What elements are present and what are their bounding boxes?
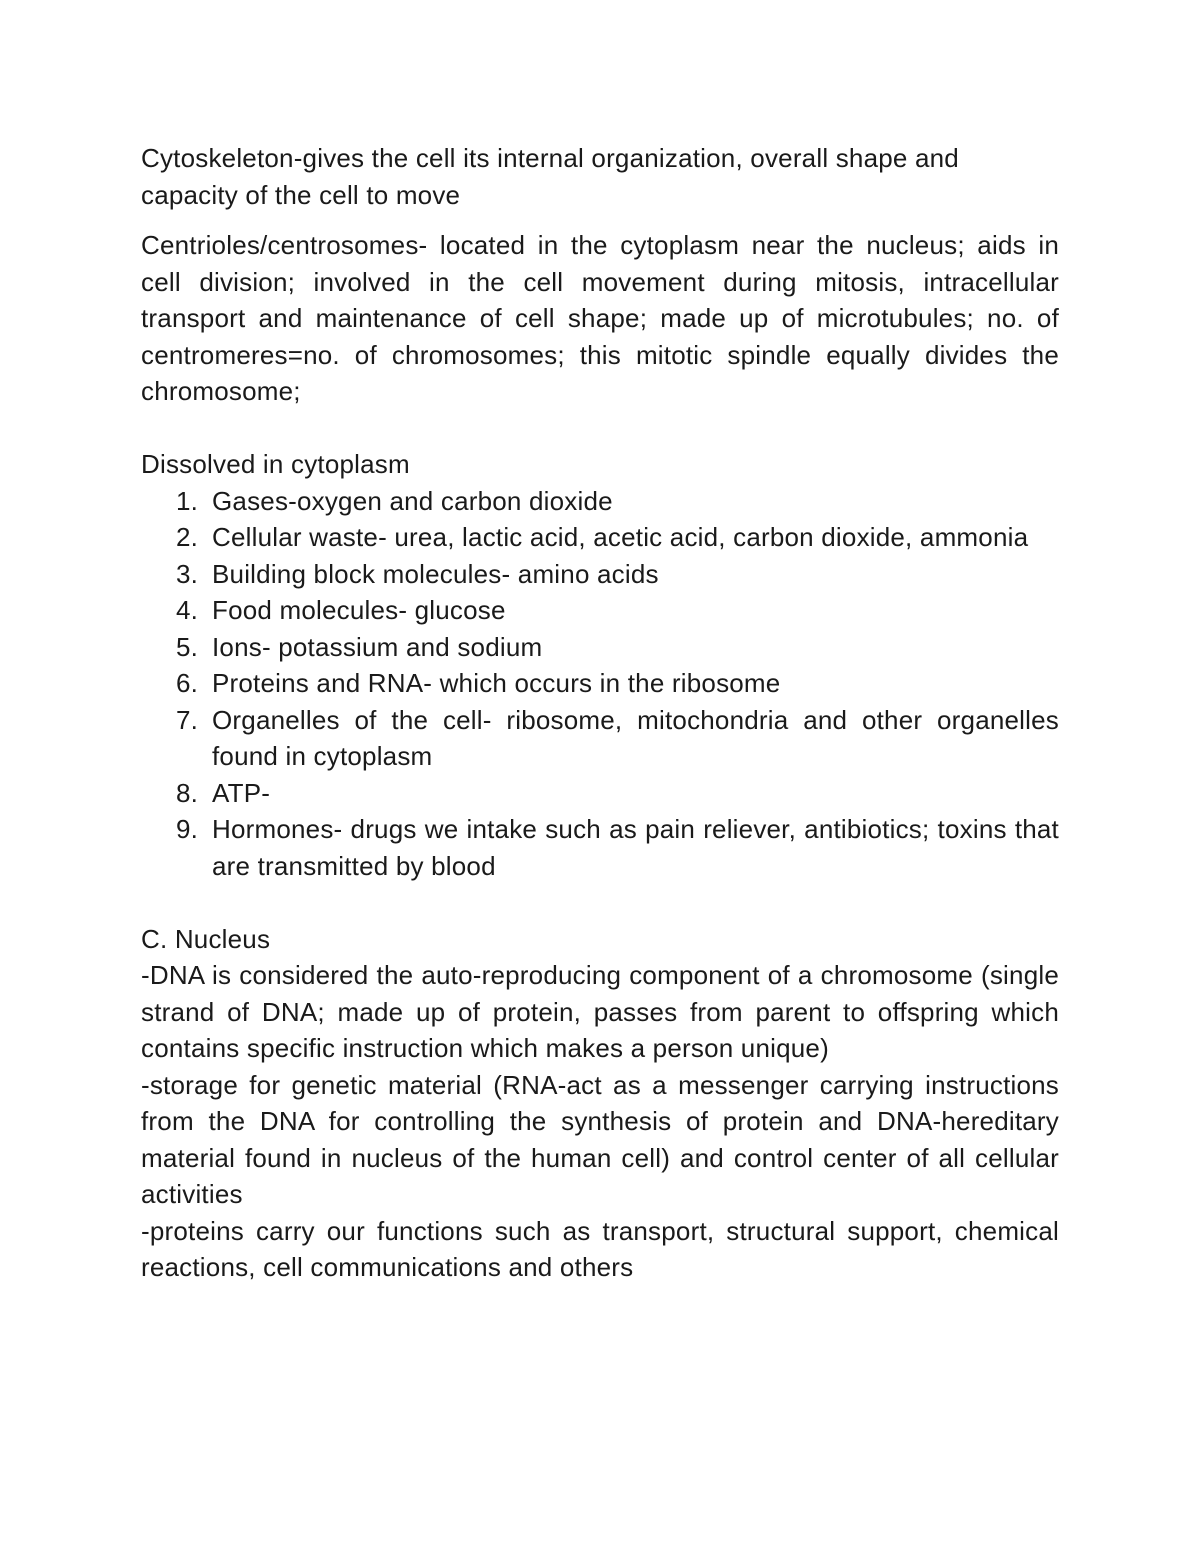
list-number: 3.: [176, 558, 199, 589]
nucleus-line-storage: -storage for genetic material (RNA-act as a messenger carrying instructions from the DNA for controlling the synthesis of protein and DNA-hereditary material found in nucleus of the human cell) and control center of all cellular activities: [141, 1069, 1059, 1209]
list-item-text: ATP-: [212, 777, 271, 808]
list-item-text: Gases-oxygen and carbon dioxide: [212, 485, 613, 516]
dissolved-list: [141, 483, 1059, 885]
list-item: [141, 629, 1059, 666]
list-item: [141, 811, 1059, 884]
nucleus-line-proteins: -proteins carry our functions such as transport, structural support, chemical reactions, cell communications and others: [141, 1215, 1059, 1282]
list-number: 7.: [176, 704, 199, 735]
list-item: [141, 775, 1059, 812]
list-item-text: Ions- potassium and sodium: [212, 631, 543, 662]
list-item: [141, 483, 1059, 520]
nucleus-heading: C. Nucleus: [141, 923, 271, 954]
list-item-text: Cellular waste- urea, lactic acid, acetic acid, carbon dioxide, ammonia: [212, 522, 1029, 552]
list-item: [141, 592, 1059, 629]
list-item-text: Building block molecules- amino acids: [212, 558, 659, 589]
dissolved-heading: Dissolved in cytoplasm: [141, 449, 410, 479]
list-item-text: Food molecules- glucose: [212, 595, 506, 625]
spacer: [141, 884, 1059, 921]
list-item-text: Hormones- drugs we intake such as pain reliever, antibiotics; toxins that are transmitted by blood: [212, 814, 1059, 881]
nucleus-line-dna: -DNA is considered the auto-reproducing component of a chromosome (single strand of DNA; made up of protein, passes from parent to offspring which contains specific instruction which makes a person unique): [141, 960, 1059, 1063]
list-item: [141, 665, 1059, 702]
document-page: [141, 140, 1059, 1286]
list-number: 2.: [176, 522, 199, 552]
list-number: 5.: [176, 631, 199, 662]
list-item: [141, 702, 1059, 775]
list-number: 8.: [176, 777, 199, 808]
list-item-text: Organelles of the cell- ribosome, mitochondria and other organelles found in cytoplasm: [212, 704, 1059, 771]
list-number: 6.: [176, 668, 199, 698]
list-number: 1.: [176, 485, 199, 516]
list-number: 9.: [176, 814, 199, 844]
list-number: 4.: [176, 595, 199, 625]
centrioles-paragraph: Centrioles/centrosomes- located in the cytoplasm near the nucleus; aids in cell division; involved in the cell movement during mitosis, intracellular transport and maintenance of cell shape; made up of microtubules; no. of centromeres=no. of chromosomes; this mitotic spindle equally divides the chromosome;: [141, 230, 1059, 406]
list-item: [141, 519, 1059, 556]
list-item-text: Proteins and RNA- which occurs in the ribosome: [212, 668, 781, 698]
spacer: [141, 213, 1059, 227]
spacer: [141, 410, 1059, 447]
list-item: [141, 556, 1059, 593]
cytoskeleton-paragraph: Cytoskeleton-gives the cell its internal organization, overall shape and capacity of the cell to move: [141, 143, 959, 210]
